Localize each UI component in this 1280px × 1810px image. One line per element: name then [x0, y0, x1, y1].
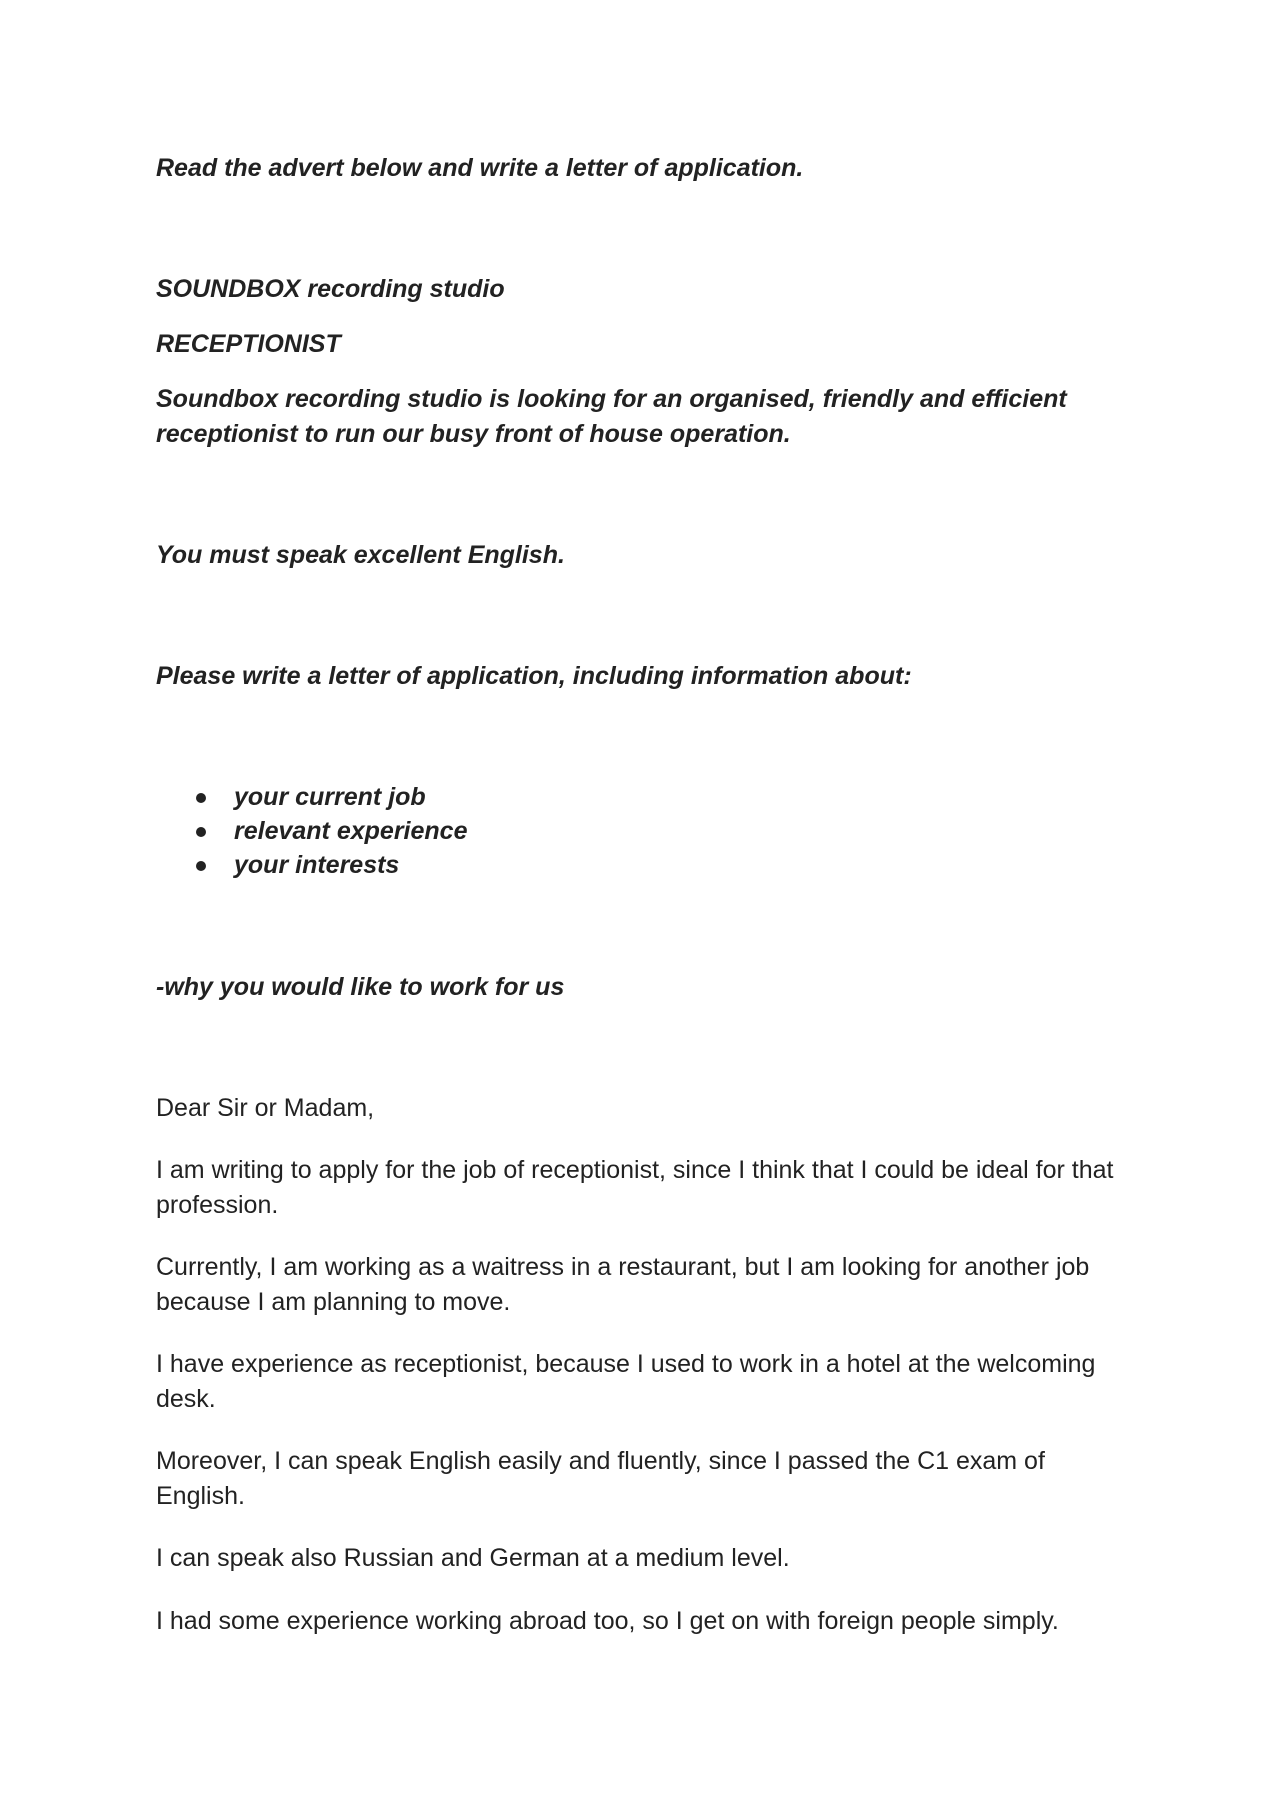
letter-paragraph: I had some experience working abroad too, so I get on with foreign people simply. [156, 1607, 1059, 1635]
letter-salutation: Dear Sir or Madam, [156, 1094, 375, 1122]
list-item-label: relevant experience [234, 817, 468, 845]
letter-paragraph: Currently, I am working as a waitress in a restaurant, but I am looking for another job because I am planning to move. [156, 1253, 1090, 1316]
list-item [196, 814, 467, 848]
list-item-label: your current job [234, 783, 426, 811]
advert-requirement: You must speak excellent English. [156, 541, 565, 569]
bullet-icon [196, 861, 206, 871]
advert-extra-point: -why you would like to work for us [156, 973, 565, 1001]
list-item-label: your interests [234, 851, 400, 879]
advert-company: SOUNDBOX recording studio [156, 275, 505, 303]
letter-paragraph: Moreover, I can speak English easily and fluently, since I passed the C1 exam of English. [156, 1447, 1045, 1510]
list-item [196, 848, 467, 882]
letter-paragraph: I am writing to apply for the job of receptionist, since I think that I could be ideal for that profession. [156, 1156, 1114, 1219]
task-instruction: Read the advert below and write a letter of application. [156, 154, 804, 182]
bullet-icon [196, 793, 206, 803]
advert-prompt: Please write a letter of application, including information about: [156, 662, 912, 690]
letter-paragraph: I have experience as receptionist, because I used to work in a hotel at the welcoming desk. [156, 1350, 1096, 1413]
bullet-icon [196, 827, 206, 837]
list-item [196, 780, 467, 814]
advert-points-list [196, 780, 467, 882]
letter-paragraph: I can speak also Russian and German at a medium level. [156, 1544, 790, 1572]
advert-description: Soundbox recording studio is looking for an organised, friendly and efficient receptionist to run our busy front of house operation. [156, 385, 1067, 448]
advert-position: RECEPTIONIST [156, 330, 341, 358]
